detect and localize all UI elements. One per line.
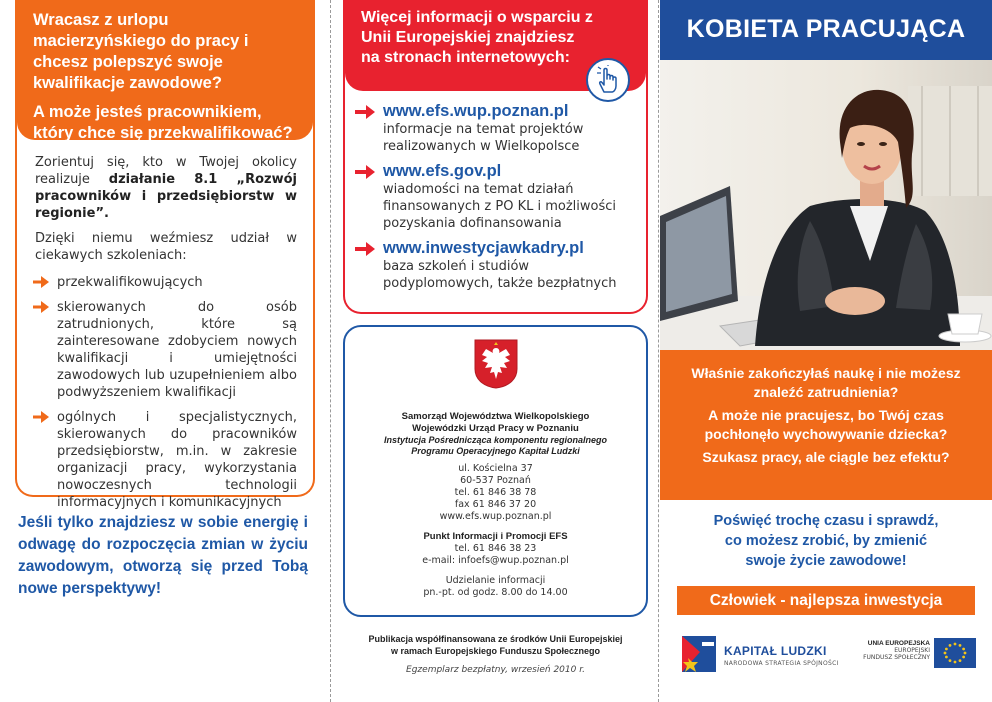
arrow-right-icon [355,165,375,179]
middle-footer [343,633,648,675]
office-hours-value: pn.-pt. od godz. 8.00 do 14.00 [423,587,568,598]
eu-flag-icon [934,638,976,668]
kapital-ludzki-subtitle: NARODOWA STRATEGIA SPÓJNOŚCI [724,660,839,667]
link-description: baza szkoleń i studiów podyplomowych, także bezpłatnych [383,259,617,291]
list-item-text: przekwalifikowujących [57,275,203,290]
info-point-email[interactable]: e-mail: infoefs@wup.poznan.pl [422,555,569,566]
office-hours-title: Udzielanie informacji [445,575,546,586]
eu-label [852,640,930,661]
eagle-crest-icon [474,339,518,389]
contact-city: 60-537 Poznań [460,475,531,486]
left-intro-text: Zorientuj się, kto w Twojej okolicy realizuje [35,155,297,187]
link-description: informacje na temat projektów realizowanych w Wielkopolsce [383,122,584,154]
cover-title: KOBIETA PRACUJĄCA [686,15,966,43]
contact-org-2: Wojewódzki Urząd Pracy w Poznaniu [412,423,579,434]
kapital-ludzki-name: KAPITAŁ LUDZKI [724,644,827,658]
fold-line-right [658,0,659,702]
link-item [361,161,634,232]
hand-pointer-icon [594,65,622,95]
eu-label-3: FUNDUSZ SPOŁECZNY [863,654,930,661]
left-intro-bold: działanie 8.1 „Rozwój pracowników i przedsiębiorstw w regionie”. [35,172,297,221]
training-list [35,274,297,511]
info-point-tel: tel. 61 846 38 23 [454,543,537,554]
eu-label-1: UNIA EUROPEJSKA [867,640,930,647]
contact-web[interactable]: www.efs.wup.poznan.pl [439,511,552,522]
list-item-text: ogólnych i specjalistycznych, skierowanych do pracowników przedsiębiorstw, m.in. w zakresie organizacji pracy, wykorzystania nowoczesnych technologii informacyjnych i komunikacyjnych [57,410,297,510]
free-copy-note: Egzemplarz bezpłatny, wrzesień 2010 r. [406,665,585,675]
left-callout: Jeśli tylko znajdziesz w sobie energię i odwagę do rozpoczęcia zmian w życiu zawodowym, otworzą się przed Tobą nowe perspektywy! [18,514,308,597]
arrow-right-icon [33,411,49,423]
arrow-right-icon [355,105,375,119]
arrow-right-icon [33,301,49,313]
question-3: Szukasz pracy, ale ciągle bez efektu? [702,449,950,465]
questions-band [660,350,992,500]
middle-header [345,0,646,91]
link-item [361,238,634,292]
list-item-text: skierowanych do osób zatrudnionych, które są zainteresowane zdobyciem nowych kwalifikacji i umiejętności zawodowych lub uzupełnieniem albo podwyższeniem kwalifikacji [57,300,297,400]
left-intro-2: Dzięki niemu weźmiesz udział w ciekawych szkoleniach: [35,231,297,263]
woman-at-desk-image [660,46,992,361]
questions-text [660,364,992,467]
left-body [17,140,313,511]
slogan-text: Człowiek - najlepsza inwestycja [709,592,943,609]
publication-note-1: Publikacja współfinansowana ze środków Unii Europejskiej [368,634,623,644]
left-intro [35,154,297,222]
left-header [17,0,313,140]
cover-title-bar [660,0,992,60]
contact-fax: fax 61 846 37 20 [454,499,537,510]
publication-note-2: w ramach Europejskiego Funduszu Społecznego [390,646,601,656]
list-item [35,274,297,291]
left-question-1: Wracasz z urlopu macierzyńskiego do pracy i chcesz polepszyć swoje kwalifikacje zawodowe? [33,11,249,92]
slogan-bar [677,586,975,615]
right-callout: Poświęć trochę czasu i sprawdź, co możesz zrobić, by zmienić swoje życie zawodowe! [713,513,939,569]
logos-row [680,632,980,682]
contact-card [343,325,648,617]
arrow-right-icon [355,242,375,256]
fold-line-left [330,0,331,702]
office-hours [345,575,646,599]
left-question-2: A może jesteś pracownikiem, który chce się przekwalifikować? [33,103,293,142]
link-efs-gov[interactable]: www.efs.gov.pl [383,162,502,180]
contact-address [345,463,646,523]
question-1: Właśnie zakończyłaś naukę i nie możesz znaleźć zatrudnienia? [691,365,961,400]
link-inwestycjawkadry[interactable]: www.inwestycjawkadry.pl [383,239,584,257]
link-item [361,101,634,155]
contact-org-1: Samorząd Województwa Wielkopolskiego [401,411,590,422]
link-efs-wup[interactable]: www.efs.wup.poznan.pl [383,102,569,120]
middle-heading: Więcej informacji o wsparciu z Unii Europejskiej znajdziesz na stronach internetowych: [361,9,593,66]
contact-tel: tel. 61 846 38 78 [454,487,537,498]
info-point-details [345,543,646,567]
eu-label-2: EUROPEJSKI [894,647,930,654]
link-description: wiadomości na temat działań finansowanych z PO KL i możliwości pozyskania dofinansowania [383,182,616,231]
kapital-ludzki-logo [680,632,718,676]
middle-links-card [343,0,648,314]
contact-org-4: Programu Operacyjnego Kapitał Ludzki [411,446,580,456]
contact-org-3: Instytucja Pośrednicząca komponentu regionalnego [383,435,608,445]
list-item [35,409,297,511]
left-panel-card [15,0,315,510]
info-point-title: Punkt Informacji i Promocji EFS [423,531,568,542]
kapital-ludzki-text [724,644,839,667]
cover-photo [660,46,992,361]
links-list [345,91,646,292]
arrow-right-icon [33,276,49,288]
question-2: A może nie pracujesz, bo Twój czas pochłonęło wychowywanie dziecka? [704,407,948,442]
list-item [35,299,297,401]
contact-street: ul. Kościelna 37 [458,463,533,474]
hand-pointer-badge [586,58,630,102]
